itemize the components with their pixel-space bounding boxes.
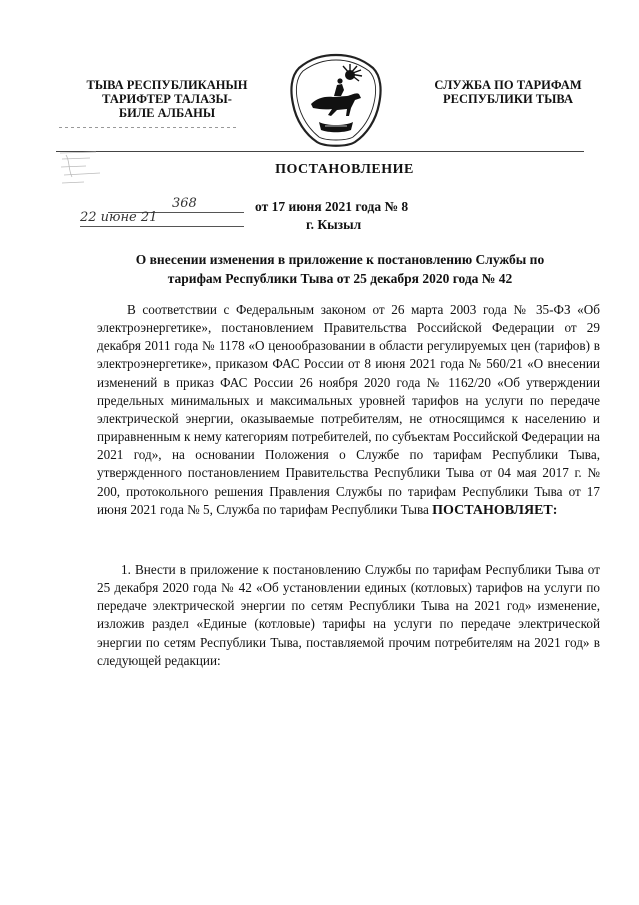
right-org-line-2: РЕСПУБЛИКИ ТЫВА: [443, 92, 573, 106]
handwritten-underline-2: [80, 226, 244, 227]
faint-dashed-line: [59, 127, 239, 128]
handwritten-registration-date: 22 июне 21: [80, 210, 158, 225]
left-org-line-2: ТАРИФТЕР ТАЛАЗЫ-: [102, 92, 232, 106]
item-1-paragraph: 1. Внести в приложение к постановлению Службы по тарифам Республики Тыва от 25 декабря 2020 года № 42 «Об установлении единых (котловых) тарифов на услуги по передаче электрической энергии по сетям Республики Тыва на 2021 год» изменение, изложив раздел «Единые (котловые) тарифы на услуги по передаче электрической энергии по сетям Республики Тыва, поставляемой прочим потребителям на 2021 год» в следующей редакции:: [97, 562, 600, 668]
header-left-org: [78, 78, 256, 120]
resolves-keyword: ПОСТАНОВЛЯЕТ:: [432, 502, 558, 518]
tuva-emblem-icon: [289, 52, 383, 148]
document-date-number: от 17 июня 2021 года № 8: [255, 199, 409, 214]
document-subject: [100, 250, 580, 288]
subject-line-1: О внесении изменения в приложение к постановлению Службы по: [135, 252, 545, 267]
handwritten-registration-number: 368: [172, 196, 197, 211]
document-city: г. Кызыл: [306, 217, 362, 232]
preamble-paragraph: [97, 301, 600, 520]
left-org-line-1: ТЫВА РЕСПУБЛИКАНЫН: [86, 78, 248, 92]
right-org-line-1: СЛУЖБА ПО ТАРИФАМ: [434, 78, 582, 92]
left-org-line-3: БИЛЕ АЛБАНЫ: [118, 106, 216, 120]
header-right-org: [418, 78, 598, 106]
preamble-text: В соответствии с Федеральным законом от 26 марта 2003 года № 35-ФЗ «Об электроэнергетике», постановлением Правительства Российской Федерации от 29 декабря 2011 года № 1178 «О ценообразовании в области регулируемых цен (тарифов) в электроэнергетике», приказом ФАС России от 8 июня 2021 года № 560/21 «О внесении изменений в приказ ФАС России 26 ноября 2020 года № 1162/20 «Об утверждении предельных минимальных и максимальных уровней тарифов на услуги по передаче электрической энергии, оказываемые потребителям, не относящимся к населению и приравненным к нему категориям потребителей, по субъектам Российской Федерации на 2021 год», на основании Положения о Службе по тарифам Республики Тыва, утвержденного постановлением Правительства Республики Тыва от 04 мая 2017 г. № 200, протокольного решения Правления Службы по тарифам Республики Тыва от 17 июня 2021 года № 5, Служба по тарифам Республики Тыва: [97, 302, 600, 517]
subject-line-2: тарифам Республики Тыва от 25 декабря 2020 года № 42: [167, 271, 513, 286]
document-type-title: ПОСТАНОВЛЕНИЕ: [275, 162, 414, 177]
